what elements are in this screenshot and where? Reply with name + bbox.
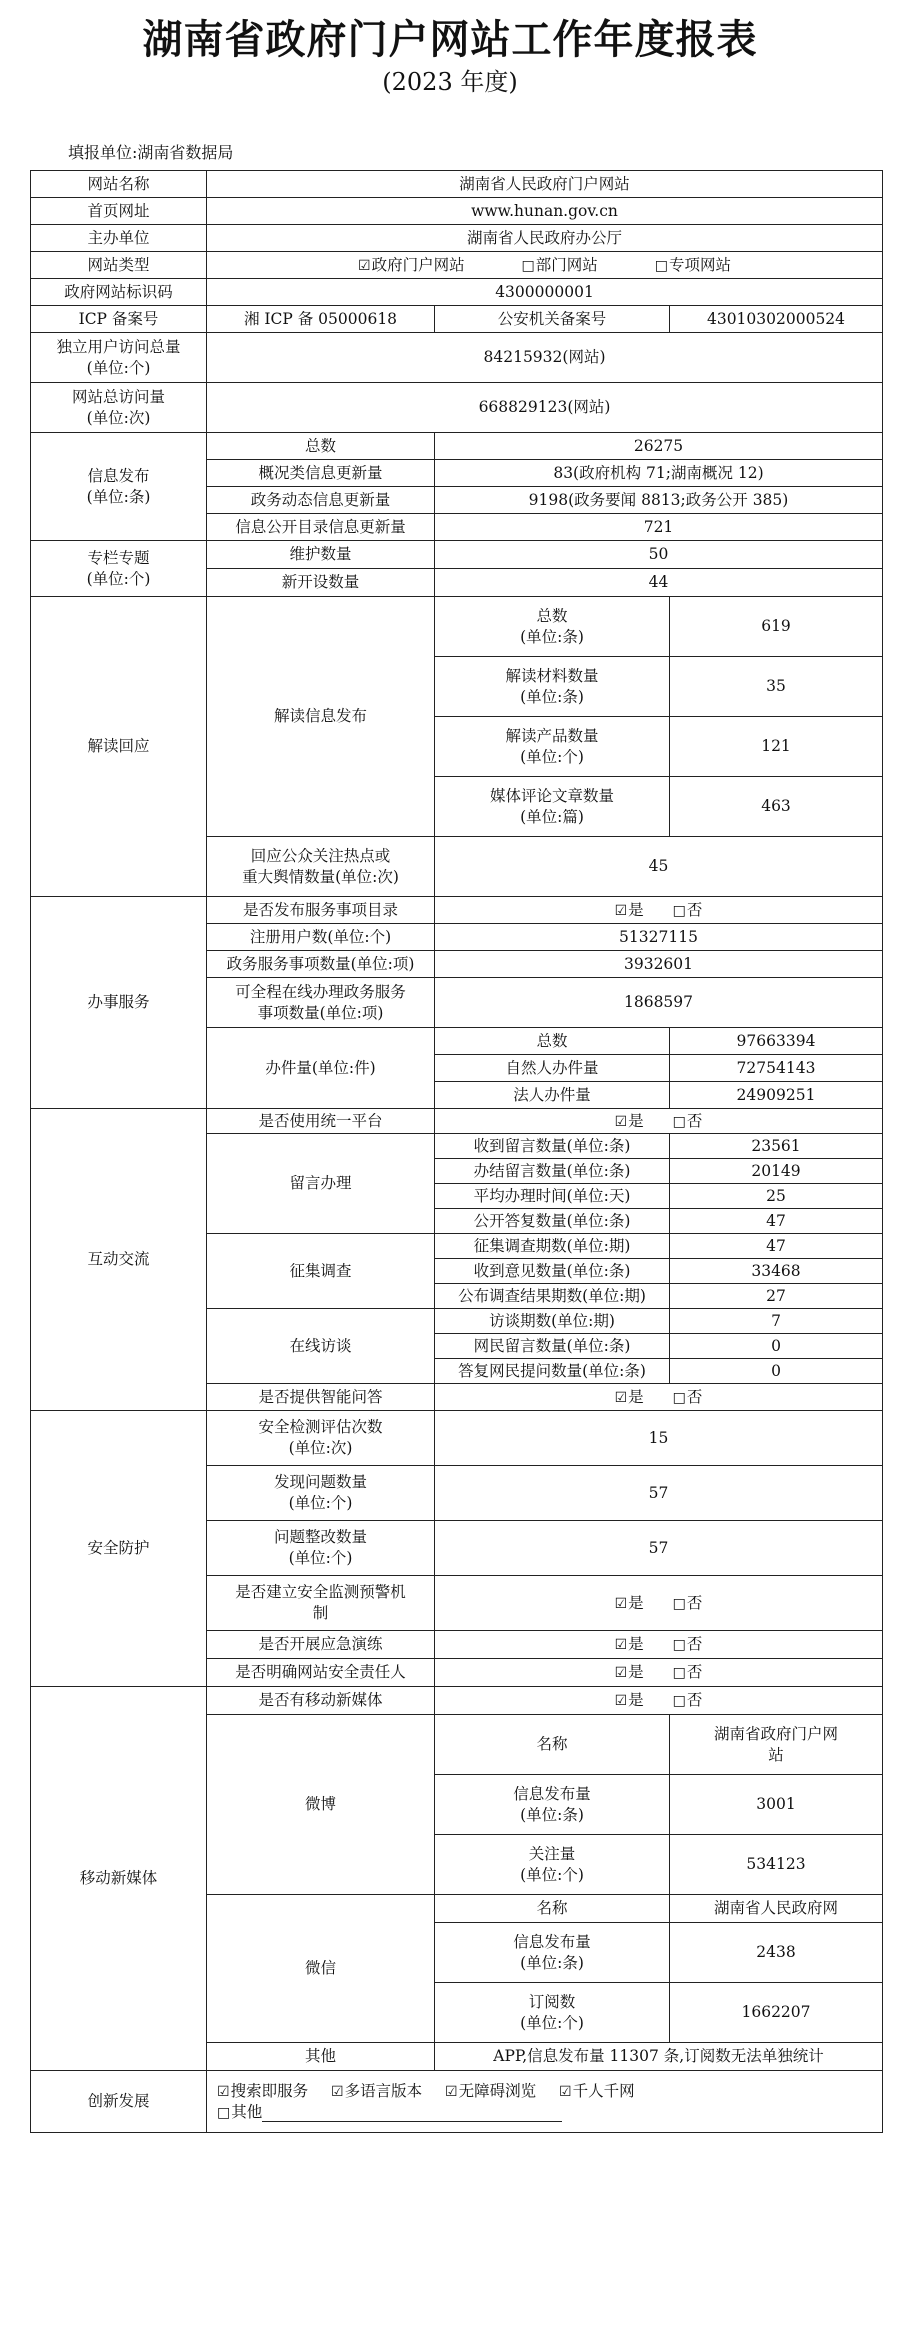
info-total-value: 26275 [435, 433, 883, 460]
checkbox-unchecked-icon: □ [672, 902, 686, 919]
innovation-option-personalized[interactable]: ☑千人千网 [559, 2081, 635, 2100]
checkbox-checked-icon: ☑ [614, 1665, 628, 1682]
column-new-label: 新开设数量 [207, 569, 435, 597]
interview-msg-value: 0 [670, 1334, 883, 1359]
volume-legal-label: 法人办件量 [435, 1082, 670, 1109]
icp-value: 湘 ICP 备 05000618 [207, 306, 435, 333]
row-info-total [31, 433, 883, 460]
info-dynamic-value: 9198(政务要闻 8813;政务公开 385) [435, 487, 883, 514]
innovation-option-multilang[interactable]: ☑多语言版本 [331, 2081, 423, 2100]
wechat-sub-value: 1662207 [670, 1983, 883, 2043]
volume-legal-value: 24909251 [670, 1082, 883, 1109]
row-home-url [31, 198, 883, 225]
checkbox-unchecked-icon: □ [521, 257, 535, 274]
interview-msg-label: 网民留言数量(单位:条) [435, 1334, 670, 1359]
interview-section-label: 在线访谈 [207, 1309, 435, 1384]
site-name-value: 湖南省人民政府门户网站 [207, 171, 883, 198]
choice-no[interactable]: □否 [672, 1635, 703, 1654]
checkbox-unchecked-icon: □ [672, 1693, 686, 1710]
choice-yes[interactable]: ☑是 [614, 1593, 644, 1612]
media-other-value: APP,信息发布量 11307 条,订阅数无法单独统计 [435, 2043, 883, 2071]
sec-fixed-value: 57 [435, 1521, 883, 1576]
checkbox-unchecked-icon: □ [672, 1637, 686, 1654]
service-section-label: 办事服务 [31, 897, 207, 1109]
weibo-fans-value: 534123 [670, 1835, 883, 1895]
choice-no[interactable]: □否 [672, 1387, 703, 1406]
site-code-value: 4300000001 [207, 279, 883, 306]
msg-public-label: 公开答复数量(单位:条) [435, 1209, 670, 1234]
reporting-unit: 填报单位:湖南省数据局 [68, 143, 234, 162]
column-new-value: 44 [435, 569, 883, 597]
checkbox-checked-icon: ☑ [614, 1113, 628, 1130]
sec-found-label: 发现问题数量 (单位:个) [207, 1466, 435, 1521]
choice-no[interactable]: □否 [672, 900, 703, 919]
volume-total-value: 97663394 [670, 1028, 883, 1055]
weibo-name-label: 名称 [435, 1715, 670, 1775]
msg-recv-value: 23561 [670, 1134, 883, 1159]
row-platform [31, 1109, 883, 1134]
checkbox-unchecked-icon: □ [672, 1595, 686, 1612]
sec-drill-label: 是否开展应急演练 [207, 1631, 435, 1659]
row-sponsor [31, 225, 883, 252]
choice-yes[interactable]: ☑是 [614, 900, 644, 919]
interpret-media-value: 463 [670, 777, 883, 837]
interpret-product-label: 解读产品数量 (单位:个) [435, 717, 670, 777]
service-volume-label: 办件量(单位:件) [207, 1028, 435, 1109]
sec-monitor-label: 是否建立安全监测预警机 制 [207, 1576, 435, 1631]
type-option-portal[interactable]: ☑政府门户网站 [358, 255, 465, 274]
checkbox-unchecked-icon: □ [672, 1113, 686, 1130]
checkbox-checked-icon: ☑ [358, 257, 371, 274]
service-users-label: 注册用户数(单位:个) [207, 924, 435, 951]
innovation-option-other[interactable]: □其他 [217, 2102, 263, 2121]
checkbox-checked-icon: ☑ [559, 2083, 572, 2100]
choice-no[interactable]: □否 [672, 1111, 703, 1130]
page-title: 湖南省政府门户网站工作年度报表 [142, 17, 758, 63]
wechat-pub-label: 信息发布量 (单位:条) [435, 1923, 670, 1983]
weibo-pub-label: 信息发布量 (单位:条) [435, 1775, 670, 1835]
choice-yes[interactable]: ☑是 [614, 1387, 644, 1406]
type-option-special[interactable]: □专项网站 [654, 255, 731, 274]
sec-eval-value: 15 [435, 1411, 883, 1466]
row-unique-visitors [31, 333, 883, 383]
uv-value: 84215932(网站) [207, 333, 883, 383]
checkbox-checked-icon: ☑ [614, 1637, 628, 1654]
column-maintain-value: 50 [435, 541, 883, 569]
media-has-label: 是否有移动新媒体 [207, 1687, 435, 1715]
row-site-code [31, 279, 883, 306]
volume-person-label: 自然人办件量 [435, 1055, 670, 1082]
row-interpret-total [31, 597, 883, 657]
msg-time-label: 平均办理时间(单位:天) [435, 1184, 670, 1209]
checkbox-checked-icon: ☑ [445, 2083, 458, 2100]
info-overview-value: 83(政府机构 71;湖南概况 12) [435, 460, 883, 487]
innovation-option-accessibility[interactable]: ☑无障碍浏览 [445, 2081, 537, 2100]
service-catalog-label: 是否发布服务事项目录 [207, 897, 435, 924]
wechat-pub-value: 2438 [670, 1923, 883, 1983]
info-catalog-label: 信息公开目录信息更新量 [207, 514, 435, 541]
sec-eval-label: 安全检测评估次数 (单位:次) [207, 1411, 435, 1466]
report-table [30, 170, 883, 2133]
interpret-product-value: 121 [670, 717, 883, 777]
media-section-label: 移动新媒体 [31, 1687, 207, 2071]
innovation-options [207, 2071, 883, 2133]
survey-result-label: 公布调查结果期数(单位:期) [435, 1284, 670, 1309]
interpret-material-label: 解读材料数量 (单位:条) [435, 657, 670, 717]
police-label: 公安机关备案号 [435, 306, 670, 333]
smart-qa-choice [435, 1384, 883, 1411]
service-catalog-choice [435, 897, 883, 924]
checkbox-checked-icon: ☑ [614, 1389, 628, 1406]
service-users-value: 51327115 [435, 924, 883, 951]
checkbox-checked-icon: ☑ [331, 2083, 344, 2100]
service-items-value: 3932601 [435, 951, 883, 978]
weibo-name-value: 湖南省政府门户网 站 [670, 1715, 883, 1775]
volume-person-value: 72754143 [670, 1055, 883, 1082]
weibo-label: 微博 [207, 1715, 435, 1895]
row-icp [31, 306, 883, 333]
service-online-label: 可全程在线办理政务服务 事项数量(单位:项) [207, 978, 435, 1028]
interpret-material-value: 35 [670, 657, 883, 717]
interact-section-label: 互动交流 [31, 1109, 207, 1411]
sec-resp-choice [435, 1659, 883, 1687]
interpret-total-value: 619 [670, 597, 883, 657]
choice-yes[interactable]: ☑是 [614, 1691, 644, 1710]
checkbox-checked-icon: ☑ [614, 902, 628, 919]
choice-yes[interactable]: ☑是 [614, 1663, 644, 1682]
media-has-choice [435, 1687, 883, 1715]
checkbox-checked-icon: ☑ [614, 1595, 628, 1612]
checkbox-unchecked-icon: □ [217, 2104, 231, 2121]
msg-public-value: 47 [670, 1209, 883, 1234]
row-page-views [31, 383, 883, 433]
type-option-department[interactable]: □部门网站 [521, 255, 598, 274]
sec-resp-label: 是否明确网站安全责任人 [207, 1659, 435, 1687]
msg-done-label: 办结留言数量(单位:条) [435, 1159, 670, 1184]
info-overview-label: 概况类信息更新量 [207, 460, 435, 487]
sec-fixed-label: 问题整改数量 (单位:个) [207, 1521, 435, 1576]
wechat-name-value: 湖南省人民政府网 [670, 1895, 883, 1923]
survey-count-label: 征集调查期数(单位:期) [435, 1234, 670, 1259]
row-sec-eval [31, 1411, 883, 1466]
survey-opinion-label: 收到意见数量(单位:条) [435, 1259, 670, 1284]
police-value: 43010302000524 [670, 306, 883, 333]
survey-count-value: 47 [670, 1234, 883, 1259]
pv-label: 网站总访问量 (单位:次) [31, 383, 207, 433]
interpret-respond-value: 45 [435, 837, 883, 897]
checkbox-checked-icon: ☑ [217, 2083, 230, 2100]
innovation-section-label: 创新发展 [31, 2071, 207, 2133]
interview-count-label: 访谈期数(单位:期) [435, 1309, 670, 1334]
row-media-has [31, 1687, 883, 1715]
site-code-label: 政府网站标识码 [31, 279, 207, 306]
service-online-value: 1868597 [435, 978, 883, 1028]
choice-no[interactable]: □否 [672, 1663, 703, 1682]
volume-total-label: 总数 [435, 1028, 670, 1055]
msg-recv-label: 收到留言数量(单位:条) [435, 1134, 670, 1159]
security-section-label: 安全防护 [31, 1411, 207, 1687]
column-section-label: 专栏专题 (单位:个) [31, 541, 207, 597]
interview-answer-value: 0 [670, 1359, 883, 1384]
choice-no[interactable]: □否 [672, 1593, 703, 1612]
sec-monitor-choice [435, 1576, 883, 1631]
sponsor-value: 湖南省人民政府办公厅 [207, 225, 883, 252]
checkbox-unchecked-icon: □ [672, 1389, 686, 1406]
survey-result-value: 27 [670, 1284, 883, 1309]
interview-count-value: 7 [670, 1309, 883, 1334]
info-catalog-value: 721 [435, 514, 883, 541]
media-other-label: 其他 [207, 2043, 435, 2071]
pv-value: 668829123(网站) [207, 383, 883, 433]
platform-choice [435, 1109, 883, 1134]
row-site-type [31, 252, 883, 279]
choice-no[interactable]: □否 [672, 1691, 703, 1710]
choice-yes[interactable]: ☑是 [614, 1111, 644, 1130]
report-year: (2023 年度) [382, 68, 518, 96]
interpret-section-label: 解读回应 [31, 597, 207, 897]
info-dynamic-label: 政务动态信息更新量 [207, 487, 435, 514]
checkbox-checked-icon: ☑ [614, 1693, 628, 1710]
sponsor-label: 主办单位 [31, 225, 207, 252]
msg-time-value: 25 [670, 1184, 883, 1209]
sec-found-value: 57 [435, 1466, 883, 1521]
checkbox-unchecked-icon: □ [654, 257, 668, 274]
home-url-value[interactable]: www.hunan.gov.cn [207, 198, 883, 225]
sec-drill-choice [435, 1631, 883, 1659]
msg-section-label: 留言办理 [207, 1134, 435, 1234]
interpret-publish-label: 解读信息发布 [207, 597, 435, 837]
service-items-label: 政务服务事项数量(单位:项) [207, 951, 435, 978]
interpret-media-label: 媒体评论文章数量 (单位:篇) [435, 777, 670, 837]
interpret-total-label: 总数 (单位:条) [435, 597, 670, 657]
site-name-label: 网站名称 [31, 171, 207, 198]
interview-answer-label: 答复网民提问数量(单位:条) [435, 1359, 670, 1384]
site-type-options [207, 252, 883, 279]
other-fill-line[interactable] [262, 2107, 562, 2122]
platform-label: 是否使用统一平台 [207, 1109, 435, 1134]
uv-label: 独立用户访问总量 (单位:个) [31, 333, 207, 383]
smart-qa-label: 是否提供智能问答 [207, 1384, 435, 1411]
row-column-maintain [31, 541, 883, 569]
wechat-label: 微信 [207, 1895, 435, 2043]
site-type-label: 网站类型 [31, 252, 207, 279]
home-url-label: 首页网址 [31, 198, 207, 225]
weibo-fans-label: 关注量 (单位:个) [435, 1835, 670, 1895]
innovation-option-search[interactable]: ☑搜索即服务 [217, 2081, 309, 2100]
info-section-label: 信息发布 (单位:条) [31, 433, 207, 541]
checkbox-unchecked-icon: □ [672, 1665, 686, 1682]
row-service-catalog [31, 897, 883, 924]
survey-opinion-value: 33468 [670, 1259, 883, 1284]
weibo-pub-value: 3001 [670, 1775, 883, 1835]
msg-done-value: 20149 [670, 1159, 883, 1184]
row-innovation [31, 2071, 883, 2133]
row-site-name [31, 171, 883, 198]
icp-label: ICP 备案号 [31, 306, 207, 333]
interpret-respond-label: 回应公众关注热点或 重大舆情数量(单位:次) [207, 837, 435, 897]
choice-yes[interactable]: ☑是 [614, 1635, 644, 1654]
wechat-name-label: 名称 [435, 1895, 670, 1923]
survey-section-label: 征集调查 [207, 1234, 435, 1309]
info-total-label: 总数 [207, 433, 435, 460]
column-maintain-label: 维护数量 [207, 541, 435, 569]
wechat-sub-label: 订阅数 (单位:个) [435, 1983, 670, 2043]
